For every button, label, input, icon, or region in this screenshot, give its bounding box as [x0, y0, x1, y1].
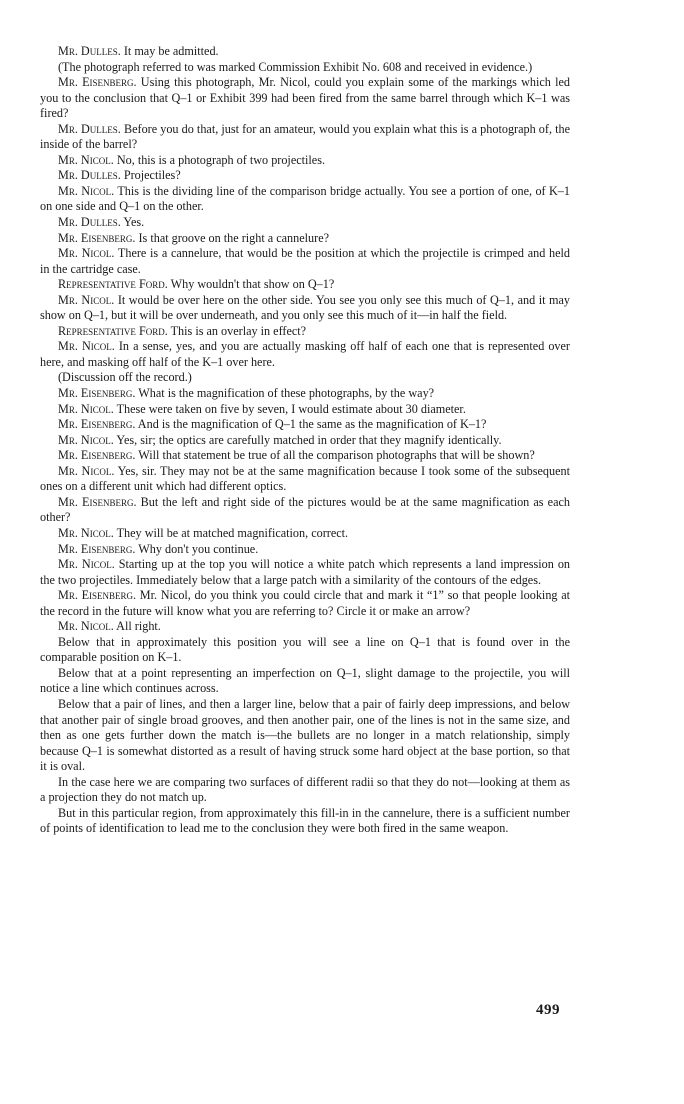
paragraph-text: It may be admitted. — [120, 44, 219, 58]
paragraph-text: Yes. — [120, 215, 145, 230]
transcript-paragraph — [40, 184, 570, 215]
speaker-name: Mr. Dulles. — [58, 44, 121, 58]
paragraph-text: This is the dividing line of the comparison bridge actually. You see a portion of one, of K–1 on one side and Q–1 on the other. — [40, 183, 570, 214]
transcript-paragraph — [40, 293, 570, 324]
speaker-name: Mr. Nicol. — [58, 152, 114, 167]
speaker-name: Mr. Nicol. — [58, 246, 115, 261]
transcript-paragraph — [40, 402, 570, 418]
paragraph-text: Why don't you continue. — [135, 541, 259, 556]
paragraph-text: No, this is a photograph of two projectiles. — [113, 152, 325, 167]
speaker-name: Mr. Eisenberg. — [58, 541, 136, 556]
speaker-name: Mr. Nicol. — [58, 401, 114, 416]
transcript-paragraph — [40, 619, 570, 635]
transcript-body — [40, 44, 570, 837]
paragraph-text: Starting up at the top you will notice a white patch which represents a land impression on the two projectiles. Immediately below that a large patch with a similarity of the contours of the edges. — [40, 557, 571, 587]
paragraph-text: Why wouldn't that show on Q–1? — [167, 277, 335, 292]
transcript-paragraph — [40, 666, 570, 697]
transcript-paragraph — [40, 557, 570, 588]
transcript-paragraph — [40, 526, 570, 542]
transcript-paragraph — [40, 122, 570, 153]
transcript-paragraph — [40, 339, 570, 370]
paragraph-text: Yes, sir. They may not be at the same magnification because I took some of the subsequent ones on a different unit which had different optics. — [40, 463, 571, 494]
speaker-name: Mr. Nicol. — [58, 557, 115, 572]
speaker-name: Representative Ford. — [58, 277, 168, 292]
speaker-name: Mr. Eisenberg. — [58, 230, 136, 245]
transcript-paragraph — [40, 60, 570, 76]
paragraph-text: All right. — [113, 619, 161, 634]
transcript-paragraph — [40, 153, 570, 169]
paragraph-text: Below that a pair of lines, and then a larger line, below that a pair of fairly deep impressions, and below that another pair of single broad grooves, and then another pair, one of the lines is not in the same size, and then as one gets further down the match is—the bullets are no longer in a match relationship, simply because Q–1 is somewhat distorted as a result of having struck some hard object at the base portion, so that it is oval. — [40, 696, 570, 774]
paragraph-text: (Discussion off the record.) — [58, 370, 192, 385]
speaker-name: Mr. Dulles. — [58, 168, 121, 183]
transcript-paragraph — [40, 75, 570, 122]
transcript-paragraph — [40, 635, 570, 666]
transcript-paragraph — [40, 495, 570, 526]
transcript-paragraph — [40, 231, 570, 247]
paragraph-text: Below that in approximately this position you will see a line on Q–1 that is found over in the comparable position on K–1. — [40, 634, 570, 665]
speaker-name: Mr. Nicol. — [58, 432, 114, 447]
speaker-name: Mr. Eisenberg. — [58, 417, 136, 432]
transcript-paragraph — [40, 697, 570, 775]
transcript-paragraph — [40, 806, 570, 837]
speaker-name: Mr. Eisenberg. — [58, 448, 136, 463]
transcript-paragraph — [40, 246, 570, 277]
paragraph-text: Before you do that, just for an amateur, would you explain what this is a photograph of, the inside of the barrel? — [40, 121, 571, 152]
transcript-paragraph — [40, 542, 570, 558]
paragraph-text: In a sense, yes, and you are actually masking off half of each one that is represented over here, and masking off half of the K–1 over here. — [40, 339, 570, 369]
page-number: 499 — [536, 1002, 560, 1018]
transcript-paragraph — [40, 277, 570, 293]
paragraph-text: Below that at a point representing an imperfection on Q–1, slight damage to the projectile, you will notice a line which continues across. — [40, 665, 570, 696]
transcript-paragraph — [40, 324, 570, 340]
paragraph-text: But the left and right side of the pictures would be at the same magnification as each other? — [40, 494, 570, 525]
transcript-paragraph — [40, 448, 570, 464]
speaker-name: Mr. Nicol. — [58, 292, 115, 307]
speaker-name: Mr. Eisenberg. — [58, 494, 137, 509]
paragraph-text: And is the magnification of Q–1 the same as the magnification of K–1? — [135, 417, 487, 432]
speaker-name: Mr. Dulles. — [58, 215, 121, 230]
paragraph-text: There is a cannelure, that would be the position at which the projectile is crimped and held in the cartridge case. — [40, 246, 571, 276]
speaker-name: Mr. Nicol. — [58, 463, 115, 478]
speaker-name: Mr. Nicol. — [58, 339, 115, 354]
speaker-name: Representative Ford. — [58, 323, 168, 338]
paragraph-text: It would be over here on the other side. You see you only see this much of Q–1, and it may show on Q–1, but it will be over underneath, and you only see this much of it—in half the field. — [40, 292, 571, 323]
paragraph-text: This is an overlay in effect? — [167, 323, 307, 338]
paragraph-text: They will be at matched magnification, correct. — [113, 525, 349, 540]
speaker-name: Mr. Eisenberg. — [58, 75, 137, 90]
paragraph-text: What is the magnification of these photographs, by the way? — [135, 386, 435, 401]
transcript-paragraph — [40, 417, 570, 433]
transcript-paragraph — [40, 215, 570, 231]
paragraph-text: Projectiles? — [120, 168, 181, 183]
transcript-paragraph — [40, 44, 570, 60]
speaker-name: Mr. Eisenberg. — [58, 588, 137, 603]
speaker-name: Mr. Nicol. — [58, 619, 114, 634]
speaker-name: Mr. Eisenberg. — [58, 386, 136, 401]
speaker-name: Mr. Nicol. — [58, 525, 114, 540]
paragraph-text: Using this photograph, Mr. Nicol, could you explain some of the markings which led you to the conclusion that Q–1 or Exhibit 399 had been fired from the same barrel through which K–1 was fired? — [40, 75, 570, 121]
transcript-paragraph — [40, 464, 570, 495]
speaker-name: Mr. Nicol. — [58, 183, 115, 198]
transcript-paragraph — [40, 386, 570, 402]
paragraph-text: In the case here we are comparing two surfaces of different radii so that they do not—looking at them as a projection they do not match up. — [40, 774, 570, 805]
paragraph-text: But in this particular region, from approximately this fill-in in the cannelure, there is a sufficient number of points of identification to lead me to the conclusion they were both fired in the same weapon. — [40, 805, 570, 836]
paragraph-text: Will that statement be true of all the comparison photographs that will be shown? — [135, 448, 535, 463]
speaker-name: Mr. Dulles. — [58, 121, 121, 136]
paragraph-text: Is that groove on the right a cannelure? — [135, 230, 330, 245]
paragraph-text: (The photograph referred to was marked Commission Exhibit No. 608 and received in evidence.) — [58, 59, 533, 74]
transcript-paragraph — [40, 588, 570, 619]
paragraph-text: These were taken on five by seven, I would estimate about 30 diameter. — [113, 401, 466, 416]
transcript-paragraph — [40, 370, 570, 386]
transcript-paragraph — [40, 168, 570, 184]
paragraph-text: Yes, sir; the optics are carefully matched in order that they magnify identically. — [113, 432, 502, 447]
transcript-paragraph — [40, 775, 570, 806]
transcript-paragraph — [40, 433, 570, 449]
paragraph-text: Mr. Nicol, do you think you could circle that and mark it “1” so that people looking at the record in the future will know what you are referring to? Circle it or make an arrow? — [40, 588, 570, 618]
